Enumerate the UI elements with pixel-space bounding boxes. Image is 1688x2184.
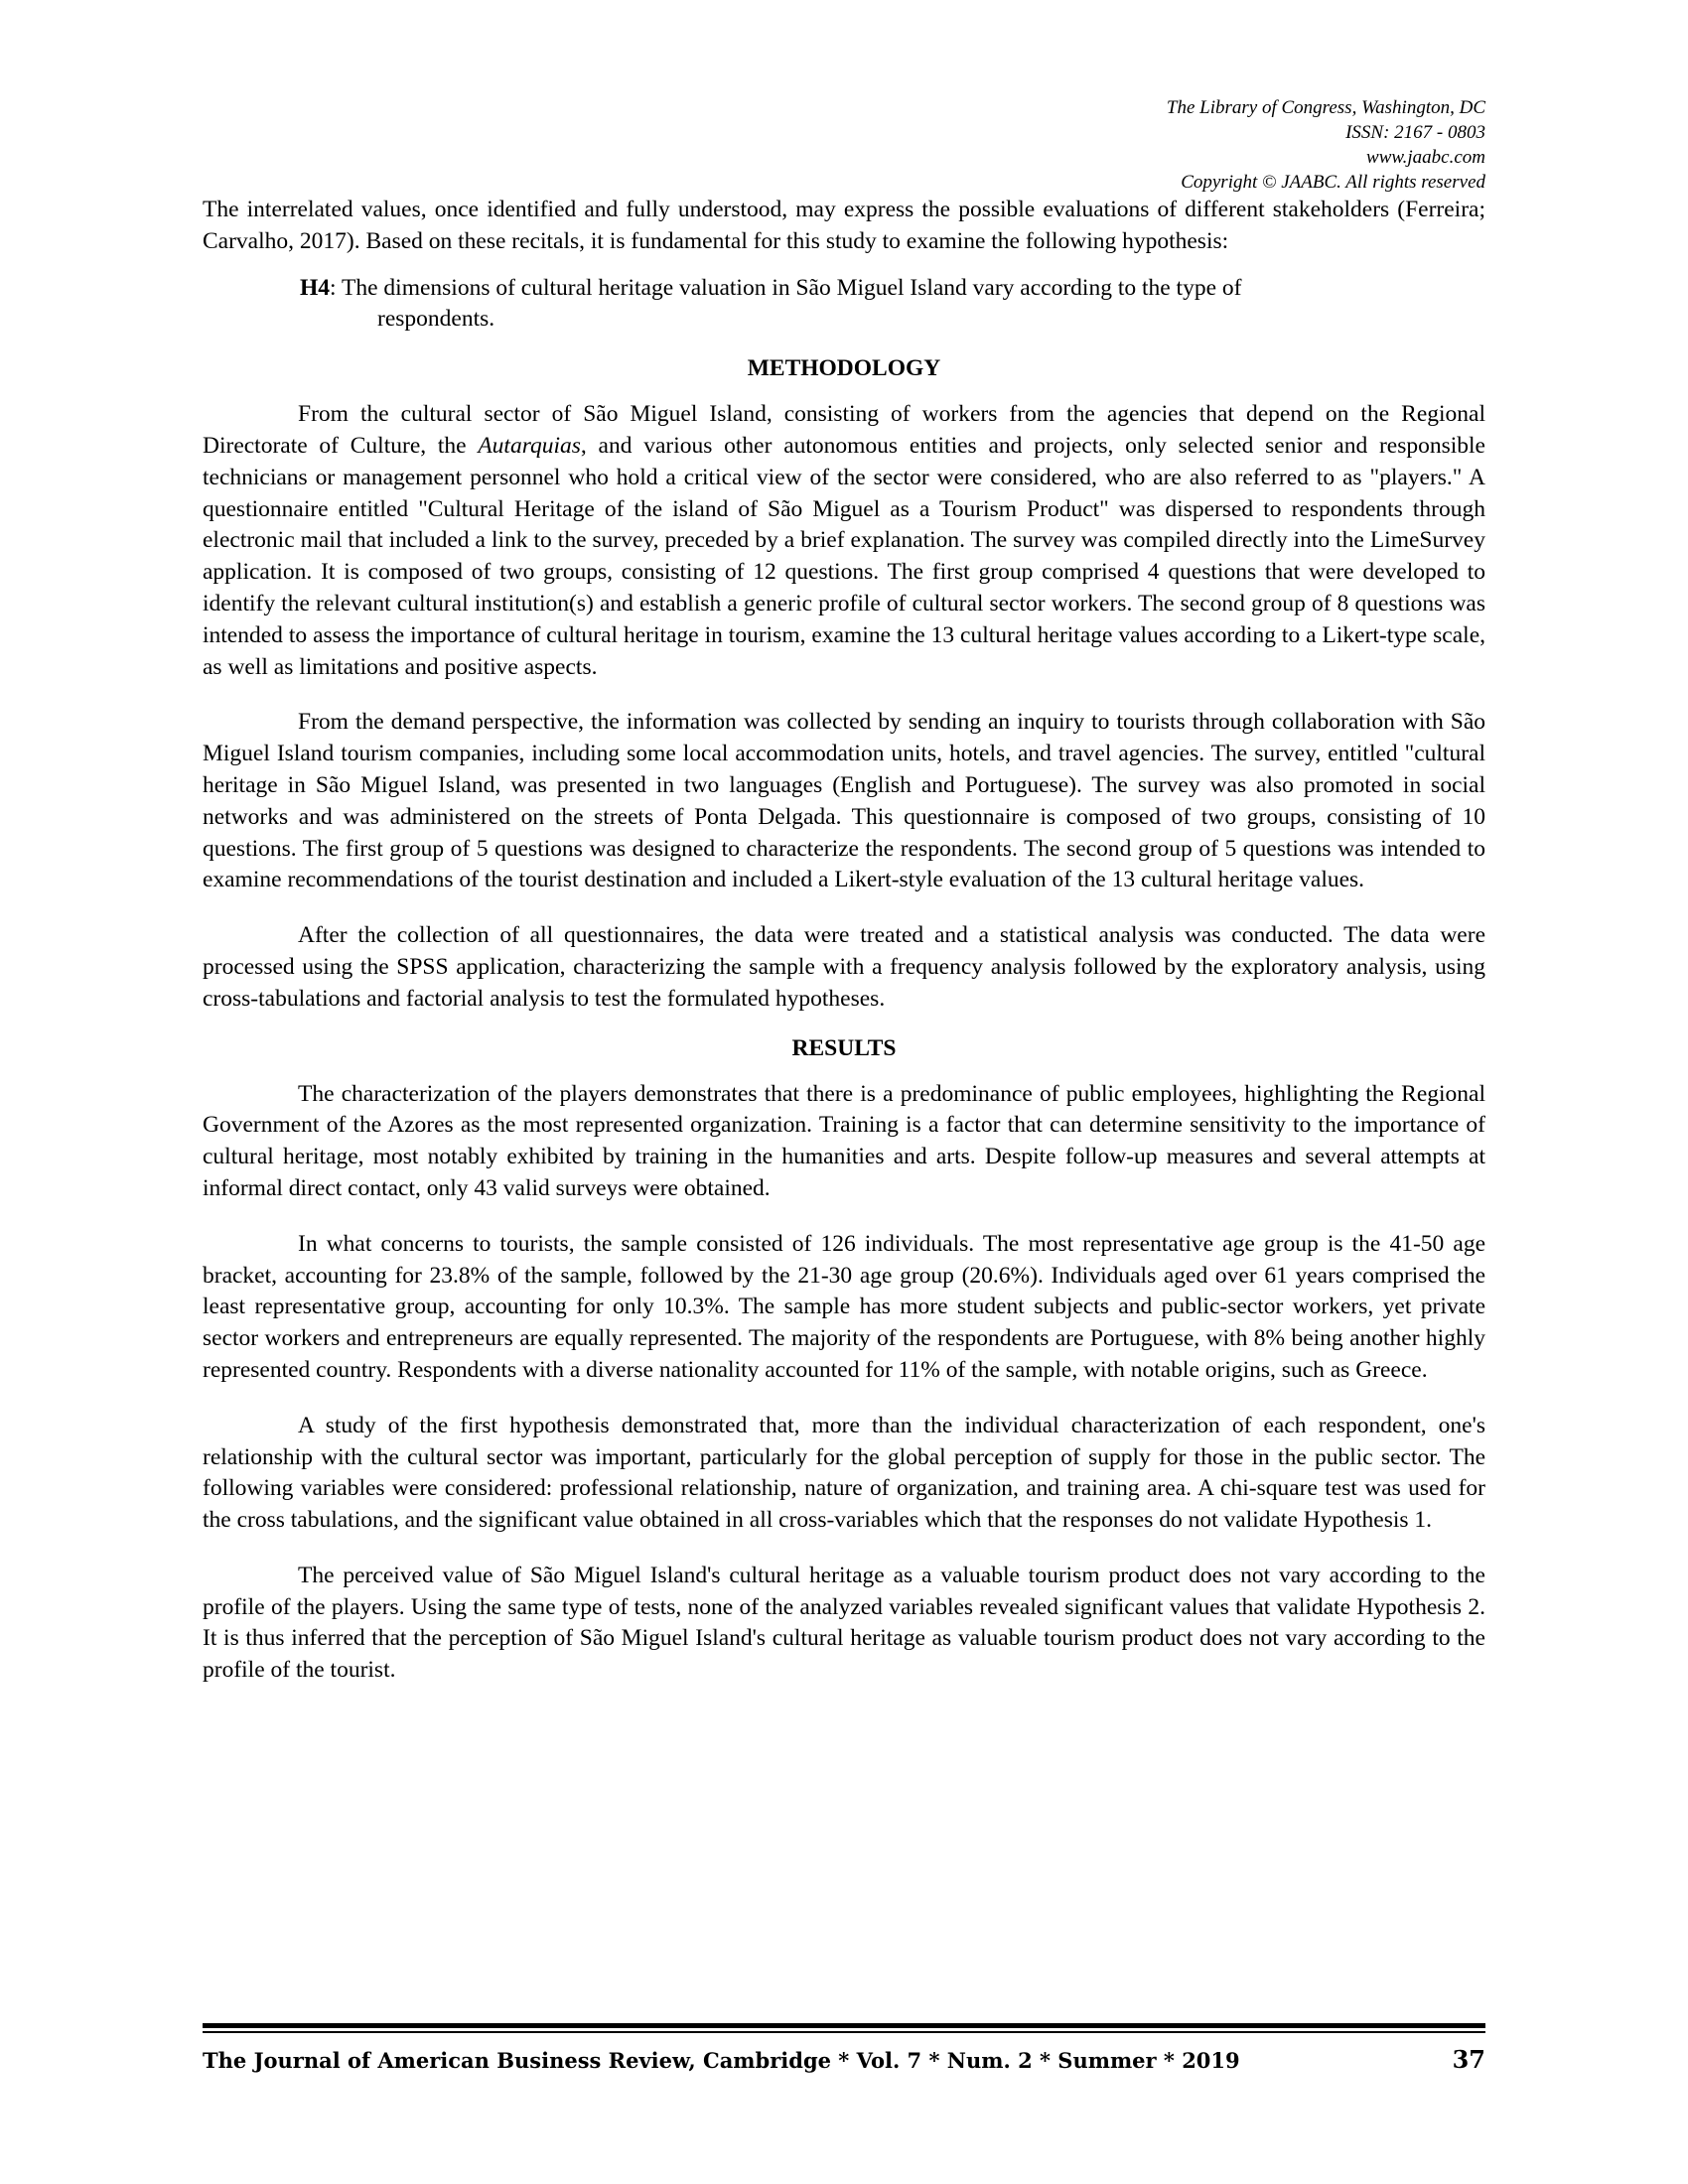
results-paragraph-3: A study of the first hypothesis demonstrated that, more than the individual characterization of each respondent, one's relationship with the cultural sector was important, particularly for the global perception of supply for those in the public sector. The following variables were considered: professional relationship, nature of organization, and training area. A chi-square test was used for the cross tabulations, and the significant value obtained in all cross-variables which that the responses do not validate Hypothesis 1. — [203, 1412, 1485, 1534]
hypothesis-label: H4 — [300, 274, 331, 301]
page-footer — [203, 2023, 1485, 2074]
footer-line — [203, 2045, 1485, 2074]
header-issn: ISSN: 2167 - 0803 — [1345, 122, 1485, 143]
header-library: The Library of Congress, Washington, DC — [1166, 97, 1485, 118]
results-paragraph-2: In what concerns to tourists, the sample consisted of 126 individuals. The most representative age group is the 41-50 age bracket, accounting for 23.8% of the sample, followed by the 21-30 age group (20.6%). Individuals aged over 61 years comprised the least representative group, accounting for only 10.3%. The sample has more student subjects and public-sector workers, yet private sector workers and entrepreneurs are equally represented. The majority of the respondents are Portuguese, with 8% being another highly represented country. Respondents with a diverse nationality accounted for 11% of the sample, with notable origins, such as Greece. — [203, 1230, 1485, 1383]
hypothesis-text: : The dimensions of cultural heritage valuation in São Miguel Island vary according to the type of — [330, 274, 1242, 301]
hypothesis-h4 — [203, 273, 1485, 337]
footer-rule-thin — [203, 2031, 1485, 2033]
header-copyright: Copyright © JAABC. All rights reserved — [1181, 172, 1485, 193]
methodology-paragraph-2: From the demand perspective, the information was collected by sending an inquiry to tourists through collaboration with São Miguel Island tourism companies, including some local accommodation units, hotels, and travel agencies. The survey, entitled "cultural heritage in São Miguel Island, was presented in two languages (English and Portuguese). The survey was also promoted in social networks and was administered on the streets of Ponta Delgada. This questionnaire is composed of two groups, consisting of 10 questions. The first group of 5 questions was designed to characterize the respondents. The second group of 5 questions was intended to examine recommendations of the tourist destination and included a Likert-style evaluation of the 13 cultural heritage values. — [203, 709, 1485, 893]
results-paragraph-1: The characterization of the players demonstrates that there is a predominance of public employees, highlighting the Regional Government of the Azores as the most represented organization. Training is a factor that can determine sensitivity to the importance of cultural heritage, most notably exhibited by training in the humanities and arts. Despite follow-up measures and several attempts at informal direct contact, only 43 valid surveys were obtained. — [203, 1080, 1485, 1201]
methodology-paragraph-1: From the cultural sector of São Miguel Island, consisting of workers from the agencies that depend on the Regional Directorate of Culture, the Autarquias, and various other autonomous entities and projects, only selected senior and responsible technicians or management personnel who hold a critical view of the sector were considered, who are also referred to as "players." A questionnaire entitled "Cultural Heritage of the island of São Miguel as a Tourism Product" was dispersed to respondents through electronic mail that included a link to the survey, preceded by a brief explanation. The survey was compiled directly into the LimeSurvey application. It is composed of two groups, consisting of 12 questions. The first group comprised 4 questions that were developed to identify the relevant cultural institution(s) and establish a generic profile of cultural sector workers. The second group of 8 questions was intended to assess the importance of cultural heritage in tourism, examine the 13 cultural heritage values according to a Likert-type scale, as well as limitations and positive aspects. — [203, 401, 1485, 680]
methodology-paragraph-3: After the collection of all questionnaires, the data were treated and a statistical analysis was conducted. The data were processed using the SPSS application, characterizing the sample with a frequency analysis followed by the exploratory analysis, using cross-tabulations and factorial analysis to test the formulated hypotheses. — [203, 922, 1485, 1012]
header-website: www.jaabc.com — [1366, 147, 1485, 168]
italic-term: Autarquias — [478, 432, 581, 459]
footer-rule-thick — [203, 2023, 1485, 2028]
page-content — [203, 95, 1485, 1687]
intro-paragraph: The interrelated values, once identified and fully understood, may express the possible evaluations of different stakeholders (Ferreira; Carvalho, 2017). Based on these recitals, it is fundamental for this study to examine the following hypothesis: — [203, 197, 1485, 254]
methodology-heading: METHODOLOGY — [747, 355, 941, 382]
running-header — [203, 95, 1485, 195]
footer-journal: The Journal of American Business Review, Cambridge * Vol. 7 * Num. 2 * Summer * 2019 — [203, 2048, 1240, 2073]
results-heading: RESULTS — [791, 1034, 897, 1061]
page-number: 37 — [1452, 2045, 1485, 2074]
hypothesis-text-continued: respondents. — [377, 306, 495, 333]
results-paragraph-4: The perceived value of São Miguel Island's cultural heritage as a valuable tourism product does not vary according to the profile of the players. Using the same type of tests, none of the analyzed variables revealed significant values that validate Hypothesis 2. It is thus inferred that the perception of São Miguel Island's cultural heritage as valuable tourism product does not vary according to the profile of the tourist. — [203, 1562, 1485, 1684]
